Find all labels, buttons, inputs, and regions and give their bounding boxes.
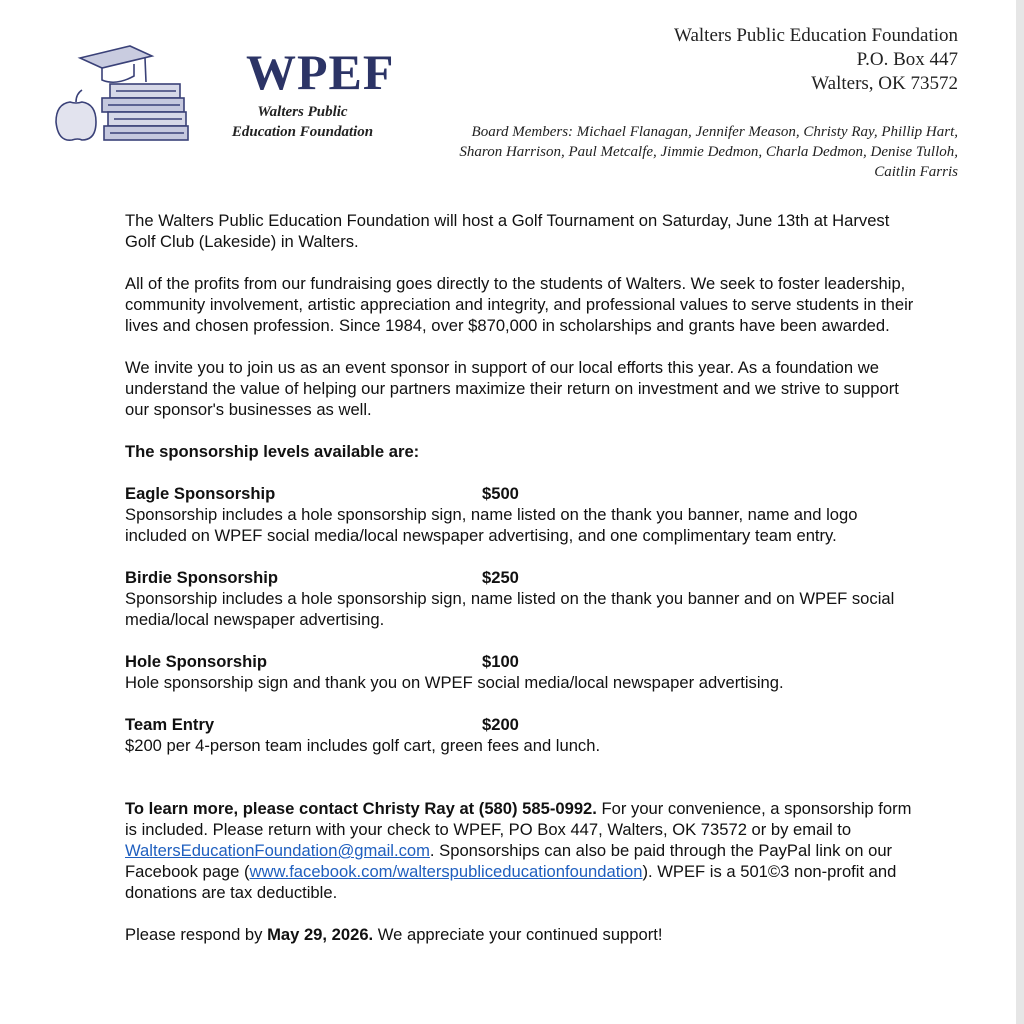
- board-line: Caitlin Farris: [874, 164, 958, 180]
- level-name: Eagle Sponsorship: [125, 484, 276, 503]
- logo-subtitle-line2: Education Foundation: [231, 124, 374, 140]
- address-name: Walters Public Education Foundation: [674, 25, 958, 46]
- wpef-logo: [50, 40, 395, 150]
- sponsorship-level-birdie: [125, 567, 915, 630]
- level-price: $100: [482, 652, 519, 671]
- level-price: $200: [482, 715, 519, 734]
- closing-paragraph: Please respond by May 29, 2026. We appreciate your continued support!: [125, 925, 663, 944]
- levels-heading: The sponsorship levels available are:: [125, 442, 420, 461]
- sponsorship-level-hole: [125, 651, 915, 693]
- level-price: $500: [482, 484, 519, 503]
- logo-subtitle-line1: Walters Public: [257, 104, 348, 120]
- level-name: Hole Sponsorship: [125, 652, 267, 671]
- graduation-cap-books-apple-icon: [50, 40, 190, 150]
- mission-paragraph: All of the profits from our fundraising goes directly to the students of Walters. We seek to foster leadership, community involvement, artistic appreciation and integrity, and professional values to serve students in their lives and chosen profession. Since 1984, over $870,000 in scholarships and grants have been awarded.: [125, 274, 914, 335]
- page-edge: [1016, 0, 1024, 1024]
- board-members: [398, 122, 958, 182]
- contact-paragraph: To learn more, please contact Christy Ray at (580) 585-0992. For your convenience, a sponsorship form is included. Please return with your check to WPEF, PO Box 447, Walters, OK 73572 or by email to WaltersEducationFoundation@gmail.com. Sponsorships can also be paid through the PayPal link on our Facebook page (www.facebook.com/walterspubliceducationfoundation). WPEF is a 501©3 non-profit and donations are tax deductible.: [125, 799, 912, 902]
- intro-paragraph: The Walters Public Education Foundation will host a Golf Tournament on Saturday, June 13th at Harvest Golf Club (Lakeside) in Walters.: [125, 211, 890, 251]
- contact-bold: To learn more, please contact Christy Ray at (580) 585-0992.: [125, 799, 597, 818]
- level-description: Sponsorship includes a hole sponsorship sign, name listed on the thank you banner and on WPEF social media/local newspaper advertising.: [125, 589, 895, 629]
- level-name: Birdie Sponsorship: [125, 568, 279, 587]
- address-city: Walters, OK 73572: [811, 73, 958, 94]
- level-description: Sponsorship includes a hole sponsorship sign, name listed on the thank you banner, name and logo included on WPEF social media/local newspaper advertising, and one complimentary team entry.: [125, 505, 858, 545]
- logo-acronym: WPEF: [246, 44, 395, 100]
- sponsorship-level-team-entry: [125, 714, 915, 756]
- board-line: Sharon Harrison, Paul Metcalfe, Jimmie Dedmon, Charla Dedmon, Denise Tulloh,: [459, 144, 958, 160]
- board-line: Board Members: Michael Flanagan, Jennifer Meason, Christy Ray, Phillip Hart,: [471, 124, 958, 140]
- mailing-address: [674, 24, 958, 96]
- address-po-box: P.O. Box 447: [856, 49, 958, 70]
- logo-subtitle: [200, 102, 405, 142]
- level-name: Team Entry: [125, 715, 215, 734]
- facebook-link[interactable]: www.facebook.com/walterspubliceducationfoundation: [249, 862, 643, 881]
- respond-date: May 29, 2026.: [267, 925, 374, 944]
- level-description: Hole sponsorship sign and thank you on WPEF social media/local newspaper advertising.: [125, 673, 784, 692]
- level-price: $250: [482, 568, 519, 587]
- email-link[interactable]: WaltersEducationFoundation@gmail.com: [125, 841, 430, 860]
- letter-body: [125, 210, 915, 966]
- sponsorship-level-eagle: [125, 483, 915, 546]
- invite-paragraph: We invite you to join us as an event sponsor in support of our local efforts this year. As a foundation we understand the value of helping our partners maximize their return on investment and we strive to support our sponsor's businesses as well.: [125, 358, 899, 419]
- level-description: $200 per 4-person team includes golf cart, green fees and lunch.: [125, 736, 601, 755]
